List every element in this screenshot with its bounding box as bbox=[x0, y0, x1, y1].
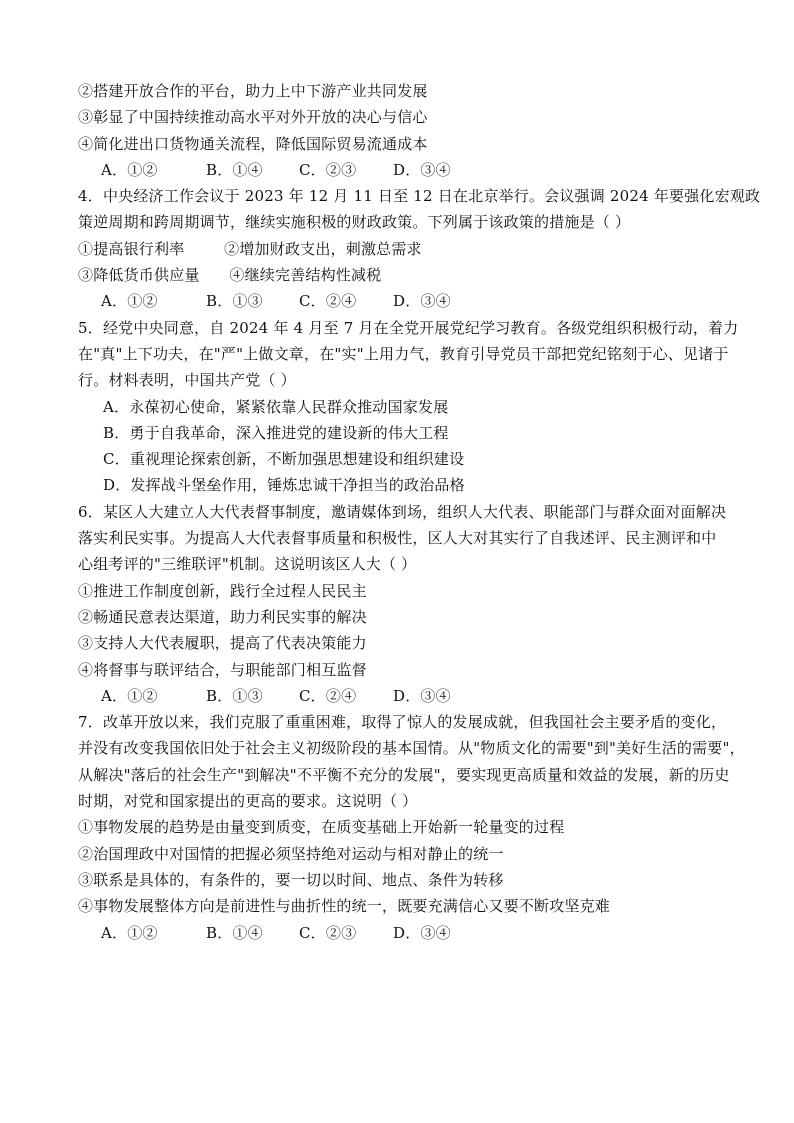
q7-choices bbox=[78, 920, 738, 946]
q3-option-2: ②搭建开放合作的平台，助力上中下游产业共同发展 bbox=[78, 82, 428, 100]
q6-option-4: ④将督事与联评结合，与职能部门相互监督 bbox=[78, 660, 367, 679]
q3-choices bbox=[78, 157, 738, 183]
q7-stem-line-3: 从解决"落后的社会生产"到解决"不平衡不充分的发展"，要实现更高质量和效益的发展，新的历史 bbox=[78, 765, 730, 784]
q4-stem-line-2: 策逆周期和跨周期调节，继续实施积极的财政政策。下列属于该政策的措施是（ ） bbox=[78, 213, 631, 232]
q4-options-line-1: ①提高银行利率 ②增加财政支出，刺激总需求 bbox=[78, 239, 422, 258]
q5-stem-line-2: 在"真"上下功夫，在"严"上做文章，在"实"上用力气，教育引导党员干部把党纪铭刻于心、见诸于 bbox=[78, 344, 729, 363]
q4-choices bbox=[78, 288, 738, 314]
q7-stem-line-1: 7．改革开放以来，我们克服了重重困难，取得了惊人的发展成就，但我国社会主要矛盾的变化， bbox=[78, 713, 727, 732]
q7-choice-a: A．①② bbox=[101, 923, 158, 942]
q6-choice-b: B．①③ bbox=[206, 686, 263, 705]
q5-option-b: B．勇于自我革命，深入推进党的建设新的伟大工程 bbox=[103, 423, 449, 442]
q4-options-line-2: ③降低货币供应量 ④继续完善结构性减税 bbox=[78, 266, 382, 285]
q5-stem-line-3: 行。材料表明，中国共产党（ ） bbox=[78, 371, 296, 390]
q7-choice-d: D．③④ bbox=[393, 923, 451, 942]
q3-option-3: ③彰显了中国持续推动高水平对外开放的决心与信心 bbox=[78, 108, 428, 127]
exam-page bbox=[78, 78, 761, 946]
q6-option-1: ①推进工作制度创新，践行全过程人民民主 bbox=[78, 581, 367, 600]
q3-choice-d: D．③④ bbox=[393, 160, 451, 179]
q6-stem-line-2: 落实利民实事。为提高人大代表督事质量和积极性，区人大对其实行了自我述评、民主测评和中 bbox=[78, 529, 717, 548]
q5-stem-line-1: 5．经党中央同意，自 2024 年 4 月至 7 月在全党开展党纪学习教育。各级党组织积极行动，着力 bbox=[78, 318, 739, 337]
q3-option-4: ④简化进出口货物通关流程，降低国际贸易流通成本 bbox=[78, 134, 428, 153]
q3-choice-c: C．②③ bbox=[299, 160, 357, 179]
q6-option-2: ②畅通民意表达渠道，助力利民实事的解决 bbox=[78, 607, 367, 626]
q3-choice-a: A．①② bbox=[101, 160, 158, 179]
q4-choice-c: C．②④ bbox=[299, 292, 357, 311]
q7-option-1: ①事物发展的趋势是由量变到质变，在质变基础上开始新一轮量变的过程 bbox=[78, 818, 565, 837]
q7-option-4: ④事物发展整体方向是前进性与曲折性的统一，既要充满信心又要不断攻坚克难 bbox=[78, 897, 611, 916]
q6-choices bbox=[78, 683, 738, 709]
q7-choice-b: B．①④ bbox=[206, 923, 263, 942]
q6-stem-line-1: 6．某区人大建立人大代表督事制度，邀请媒体到场，组织人大代表、职能部门与群众面对面解决 bbox=[78, 502, 727, 521]
q7-stem-line-2: 并没有改变我国依旧处于社会主义初级阶段的基本国情。从"物质文化的需要"到"美好生活的需要"， bbox=[78, 739, 745, 758]
q4-stem-line-1: 4．中央经济工作会议于 2023 年 12 月 11 日至 12 日在北京举行。会议强调 2024 年要强化宏观政 bbox=[78, 187, 761, 206]
q7-choice-c: C．②③ bbox=[299, 923, 357, 942]
q4-choice-b: B．①③ bbox=[206, 292, 263, 311]
q5-option-a: A．永葆初心使命，紧紧依靠人民群众推动国家发展 bbox=[103, 397, 449, 416]
q6-stem-line-3: 心组考评的"三维联评"机制。这说明该区人大（ ） bbox=[78, 555, 417, 574]
q4-choice-a: A．①② bbox=[101, 292, 158, 311]
q3-choice-b: B．①④ bbox=[206, 160, 263, 179]
q4-choice-d: D．③④ bbox=[393, 292, 451, 311]
q5-option-d: D．发挥战斗堡垒作用，锤炼忠诚干净担当的政治品格 bbox=[103, 476, 465, 495]
q6-choice-a: A．①② bbox=[101, 686, 158, 705]
q7-stem-line-4: 时期，对党和国家提出的更高的要求。这说明（ ） bbox=[78, 792, 418, 811]
q7-option-2: ②治国理政中对国情的把握必须坚持绝对运动与相对静止的统一 bbox=[78, 844, 504, 863]
q6-option-3: ③支持人大代表履职，提高了代表决策能力 bbox=[78, 634, 367, 653]
q5-option-c: C．重视理论探索创新，不断加强思想建设和组织建设 bbox=[103, 450, 465, 469]
q7-option-3: ③联系是具体的，有条件的，要一切以时间、地点、条件为转移 bbox=[78, 870, 504, 889]
q6-choice-d: D．③④ bbox=[393, 686, 451, 705]
q6-choice-c: C．②④ bbox=[299, 686, 357, 705]
